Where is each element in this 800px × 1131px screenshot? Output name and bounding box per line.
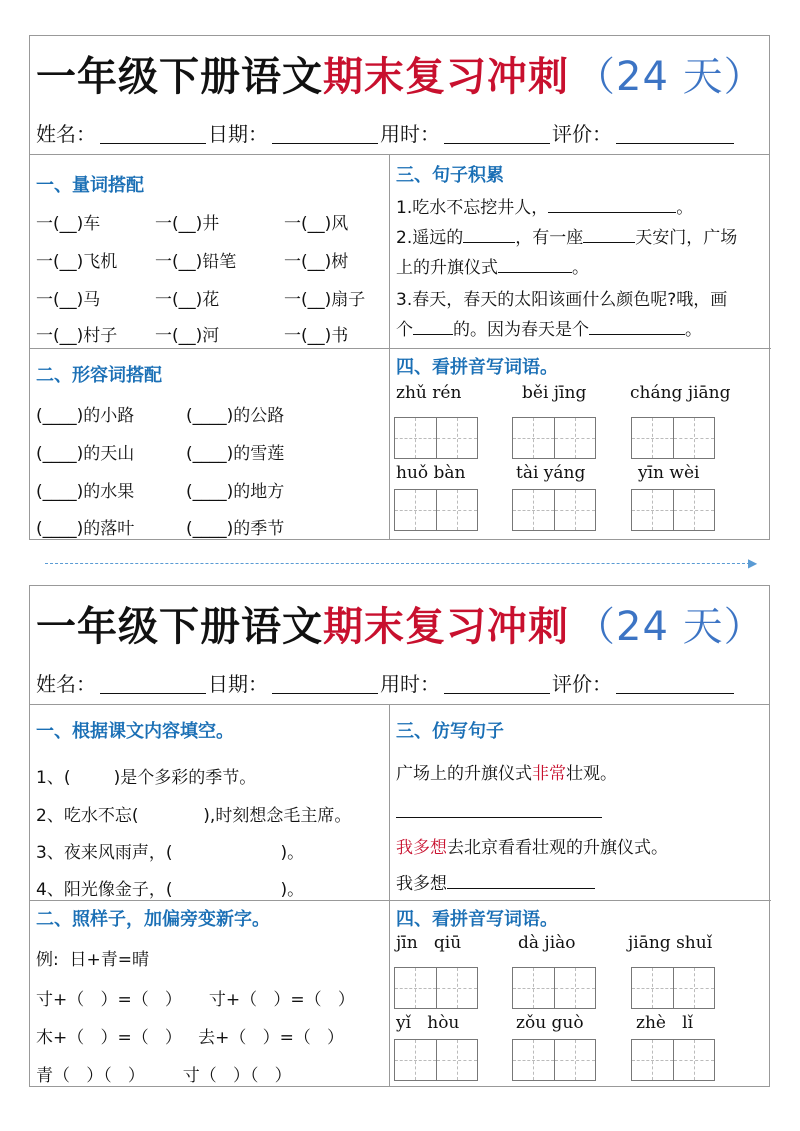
fill-item[interactable]: (____)的公路 bbox=[186, 406, 285, 426]
writing-grid[interactable] bbox=[631, 417, 715, 459]
fill-line[interactable]: 3、夜来风雨声，( )。 bbox=[36, 843, 305, 863]
time-label: 用时： bbox=[380, 121, 440, 146]
fill-line[interactable]: 青（ ）（ ） 寸（ ）（ ） bbox=[36, 1066, 292, 1086]
answer-line[interactable] bbox=[396, 801, 602, 818]
fill-item[interactable]: 一(__)风 bbox=[284, 214, 349, 234]
section-fill-blanks bbox=[30, 705, 390, 901]
fill-item[interactable]: 一(__)树 bbox=[284, 252, 349, 272]
fill-line[interactable]: 2、吃水不忘( ),时刻想念毛主席。 bbox=[36, 806, 352, 826]
section-title: 三、句子积累 bbox=[396, 165, 504, 186]
title-days: （24 天） bbox=[575, 53, 765, 100]
blank[interactable] bbox=[583, 226, 635, 243]
writing-grid[interactable] bbox=[394, 1039, 478, 1081]
fill-item[interactable]: (____)的落叶 bbox=[36, 519, 135, 539]
section-radicals bbox=[30, 901, 390, 1087]
section-measure-words bbox=[30, 155, 390, 349]
answer-line[interactable] bbox=[447, 872, 595, 889]
blank[interactable] bbox=[413, 318, 453, 335]
time-label: 用时： bbox=[380, 671, 440, 696]
section-title: 二、形容词搭配 bbox=[36, 365, 162, 386]
grade-field[interactable] bbox=[616, 121, 734, 144]
time-field[interactable] bbox=[444, 671, 550, 694]
section-title: 一、根据课文内容填空。 bbox=[36, 721, 234, 742]
date-field[interactable] bbox=[272, 671, 378, 694]
title-red: 期末复习冲刺 bbox=[323, 603, 569, 650]
fill-item[interactable]: 一(__)河 bbox=[155, 326, 220, 346]
fill-item[interactable]: (____)的地方 bbox=[186, 482, 285, 502]
worksheet-day2 bbox=[29, 585, 770, 1087]
title-days: （24 天） bbox=[575, 603, 765, 650]
section-title: 四、看拼音写词语。 bbox=[396, 357, 558, 378]
writing-grid[interactable] bbox=[394, 489, 478, 531]
pinyin-label: tài yáng bbox=[516, 463, 586, 483]
name-field[interactable] bbox=[100, 671, 206, 694]
punct: 。 bbox=[676, 198, 694, 218]
example-line: 例: 日+青=晴 bbox=[36, 950, 150, 970]
page-title bbox=[30, 586, 769, 660]
pinyin-label: jiāng shuǐ bbox=[628, 933, 713, 953]
date-field[interactable] bbox=[272, 121, 378, 144]
worksheet-day1 bbox=[29, 35, 770, 540]
fill-item[interactable]: (____)的天山 bbox=[36, 444, 135, 464]
name-label: 姓名： bbox=[36, 671, 96, 696]
sentence-text: 天安门，广场 bbox=[635, 228, 738, 248]
sentence-text: 广场上的升旗仪式 bbox=[396, 764, 532, 784]
section-sentences bbox=[390, 155, 771, 349]
section-adjectives bbox=[30, 349, 390, 540]
sentence-text: 我多想 bbox=[396, 874, 447, 894]
pinyin-label: huǒ bàn bbox=[396, 463, 466, 483]
fill-item[interactable]: 一(__)井 bbox=[155, 214, 220, 234]
writing-grid[interactable] bbox=[394, 967, 478, 1009]
title-red: 期末复习冲刺 bbox=[323, 53, 569, 100]
pinyin-label: yǐ hòu bbox=[396, 1013, 460, 1033]
writing-grid[interactable] bbox=[512, 1039, 596, 1081]
section-pinyin bbox=[390, 349, 771, 540]
sentence-text: 壮观。 bbox=[566, 764, 617, 784]
cut-line bbox=[45, 563, 755, 564]
punct: 。 bbox=[685, 320, 702, 340]
name-field[interactable] bbox=[100, 121, 206, 144]
pinyin-label: yīn wèi bbox=[638, 463, 700, 483]
section-title: 二、照样子，加偏旁变新字。 bbox=[36, 909, 270, 930]
pinyin-label: zhǔ rén bbox=[396, 383, 462, 403]
fill-item[interactable]: 一(__)扇子 bbox=[284, 290, 366, 310]
fill-item[interactable]: 一(__)花 bbox=[155, 290, 220, 310]
section-title: 三、仿写句子 bbox=[396, 721, 504, 742]
title-black: 一年级下册语文 bbox=[36, 603, 323, 650]
writing-grid[interactable] bbox=[631, 1039, 715, 1081]
writing-grid[interactable] bbox=[631, 967, 715, 1009]
writing-grid[interactable] bbox=[631, 489, 715, 531]
highlight-word: 非常 bbox=[532, 764, 566, 784]
sentence-text: 1.吃水不忘挖井人， bbox=[396, 198, 549, 218]
blank[interactable] bbox=[463, 226, 515, 243]
fill-line[interactable]: 1、( )是个多彩的季节。 bbox=[36, 768, 257, 788]
title-black: 一年级下册语文 bbox=[36, 53, 323, 100]
sentence-text: 上的升旗仪式 bbox=[396, 258, 498, 278]
fill-line[interactable]: 4、阳光像金子，( )。 bbox=[36, 880, 305, 900]
page-title bbox=[30, 36, 769, 110]
fill-line[interactable]: 木+（ ）=（ ） 去+（ ）=（ ） bbox=[36, 1028, 345, 1048]
punct: 。 bbox=[572, 258, 589, 278]
name-label: 姓名： bbox=[36, 121, 96, 146]
date-label: 日期： bbox=[208, 121, 268, 146]
fill-item[interactable]: 一(__)车 bbox=[36, 214, 101, 234]
blank[interactable] bbox=[589, 318, 685, 335]
blank[interactable] bbox=[548, 196, 676, 213]
pinyin-label: cháng jiāng bbox=[630, 383, 731, 403]
highlight-word: 我多想 bbox=[396, 838, 447, 858]
pinyin-label: zhè lǐ bbox=[636, 1013, 694, 1033]
fill-item[interactable]: (____)的季节 bbox=[186, 519, 285, 539]
fill-item[interactable]: 一(__)书 bbox=[284, 326, 349, 346]
writing-grid[interactable] bbox=[512, 967, 596, 1009]
pinyin-label: zǒu guò bbox=[516, 1013, 584, 1033]
sentence-text: 的。因为春天是个 bbox=[453, 320, 589, 340]
time-field[interactable] bbox=[444, 121, 550, 144]
fill-item[interactable]: (____)的小路 bbox=[36, 406, 135, 426]
grade-label: 评价： bbox=[552, 121, 612, 146]
info-row bbox=[30, 110, 769, 155]
fill-item[interactable]: (____)的水果 bbox=[36, 482, 135, 502]
arrow-right-icon: ▶ bbox=[748, 556, 758, 570]
blank[interactable] bbox=[498, 256, 572, 273]
pinyin-label: běi jīng bbox=[522, 383, 587, 403]
section-title: 四、看拼音写词语。 bbox=[396, 909, 558, 930]
fill-item[interactable]: (____)的雪莲 bbox=[186, 444, 285, 464]
fill-item[interactable]: 一(__)铅笔 bbox=[155, 252, 237, 272]
sentence-text: 个 bbox=[396, 320, 413, 340]
sentence-text: 去北京看看壮观的升旗仪式。 bbox=[447, 838, 668, 858]
section-pinyin bbox=[390, 901, 771, 1087]
section-title: 一、量词搭配 bbox=[36, 175, 144, 196]
section-imitate-sentences bbox=[390, 705, 771, 901]
grade-label: 评价： bbox=[552, 671, 612, 696]
sentence-text: 2.遥远的 bbox=[396, 228, 464, 248]
sentence-text: 3.春天，春天的太阳该画什么颜色呢?哦，画 bbox=[396, 290, 728, 310]
writing-grid[interactable] bbox=[394, 417, 478, 459]
pinyin-label: dà jiào bbox=[518, 933, 576, 953]
grade-field[interactable] bbox=[616, 671, 734, 694]
info-row bbox=[30, 660, 769, 705]
fill-item[interactable]: 一(__)飞机 bbox=[36, 252, 118, 272]
writing-grid[interactable] bbox=[512, 489, 596, 531]
sentence-text: ，有一座 bbox=[515, 228, 584, 248]
fill-item[interactable]: 一(__)村子 bbox=[36, 326, 118, 346]
pinyin-label: jīn qiū bbox=[396, 933, 462, 953]
writing-grid[interactable] bbox=[512, 417, 596, 459]
date-label: 日期： bbox=[208, 671, 268, 696]
fill-line[interactable]: 寸+（ ）=（ ） 寸+（ ）=（ ） bbox=[36, 990, 355, 1010]
fill-item[interactable]: 一(__)马 bbox=[36, 290, 101, 310]
